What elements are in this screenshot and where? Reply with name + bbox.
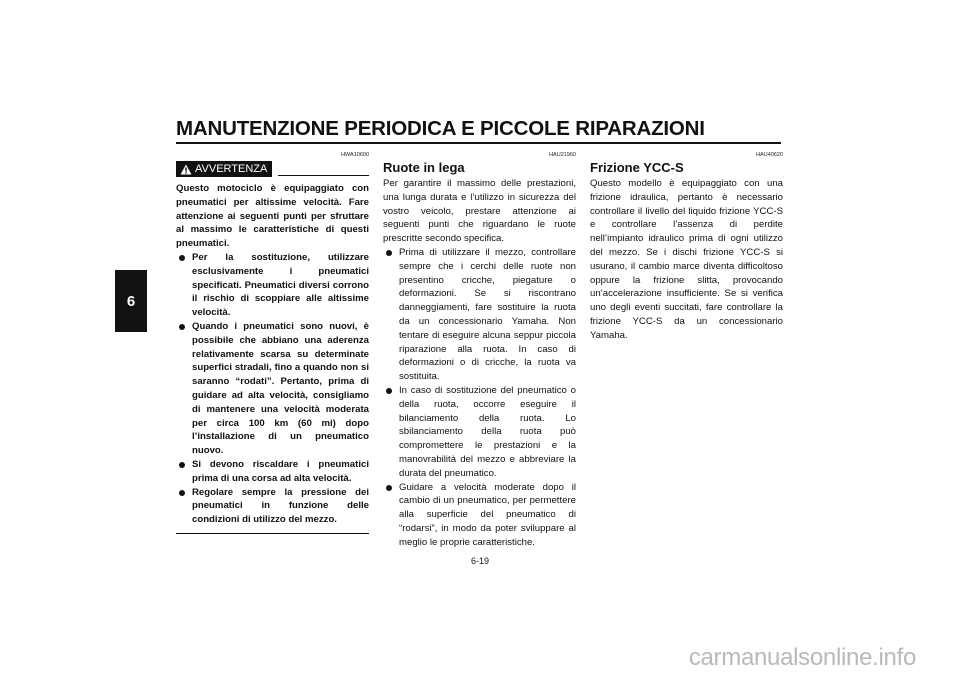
warning-label: AVVERTENZA bbox=[195, 163, 268, 175]
wheels-intro: Per garantire il massimo delle prestazioni, una lunga durata e l’utilizzo in sicurezza del vostro veicolo, prestare attenzione ai seguenti punti che riguardano le ruote prescritte secondo specifica. bbox=[383, 178, 576, 245]
wheels-column bbox=[383, 152, 576, 550]
bullet-dot-icon bbox=[386, 250, 392, 256]
warning-header bbox=[176, 161, 369, 177]
clutch-text: Questo modello è equipaggiato con una frizione idraulica, pertanto è necessario controllare il livello del liquido frizione YCC-S e controllare l’assenza di perdite nell’impianto idraulico prima di ogni utilizzo del mezzo. Se i dischi frizione YCC-S si usurano, il cambio marce diventa difficoltoso oppure la frizione slitta, provocando un’accelerazione insufficiente. Se si verifica uno degli eventi succitati, fare controllare la frizione YCC-S da un concessionario Yamaha. bbox=[590, 178, 783, 341]
bullet-dot-icon bbox=[179, 324, 185, 330]
list-item-text: Prima di utilizzare il mezzo, controllare sempre che i cerchi delle ruote non presentino cricche, piegature o deformazioni. Se si riscontrano danneggiamenti, fare sostituire la ruota da un concessionario Yamaha. Non tentare di eseguire alcuna seppur piccola riparazione alla ruota. In caso di deformazioni o di cricche, la ruota va sostituita. bbox=[399, 246, 576, 383]
list-item-text: Per la sostituzione, utilizzare esclusivamente i pneumatici specificati. Pneumatici diversi corrono il rischio di scoppiare alle altissime velocità. bbox=[192, 251, 369, 319]
bullet-dot-icon bbox=[386, 388, 392, 394]
list-item bbox=[176, 251, 369, 320]
page-number: 6-19 bbox=[470, 556, 489, 566]
list-item-text: Si devono riscaldare i pneumatici prima di una corsa ad alta velocità. bbox=[192, 458, 369, 484]
wheels-heading: Ruote in lega bbox=[383, 160, 465, 175]
list-item bbox=[383, 246, 576, 384]
warning-column bbox=[176, 152, 369, 534]
list-item bbox=[383, 384, 576, 481]
warning-header-rule bbox=[278, 175, 369, 176]
page-title: MANUTENZIONE PERIODICA E PICCOLE RIPARAZIONI bbox=[176, 117, 705, 140]
list-item bbox=[176, 320, 369, 458]
list-item bbox=[176, 486, 369, 527]
wheels-code: HAU21960 bbox=[549, 152, 576, 158]
warning-badge bbox=[176, 161, 272, 177]
bullet-dot-icon bbox=[179, 462, 185, 468]
list-item bbox=[383, 481, 576, 550]
list-item-text: Quando i pneumatici sono nuovi, è possibile che abbiano una aderenza relativamente scarsa su determinate superfici stradali, fino a quando non si saranno “rodati”. Pertanto, prima di guidare ad alta velocità, consigliamo di mantenere una velocità moderata per circa 100 km (60 mi) dopo l’installazione di un pneumatico nuovo. bbox=[192, 320, 369, 457]
bullet-dot-icon bbox=[179, 255, 185, 261]
clutch-column bbox=[590, 152, 783, 343]
watermark: carmanualsonline.info bbox=[688, 644, 916, 671]
bullet-dot-icon bbox=[179, 490, 185, 496]
list-item bbox=[176, 458, 369, 486]
list-item-text: Guidare a velocità moderate dopo il cambio di un pneumatico, per permettere alla superficie del pneumatico di “rodarsi”, in modo da poter sviluppare al meglio le proprie caratteristiche. bbox=[399, 481, 576, 548]
warning-bullet-list bbox=[176, 251, 369, 527]
warning-end-rule bbox=[176, 533, 369, 535]
list-item-text: Regolare sempre la pressione dei pneumatici in funzione delle condizioni di utilizzo del mezzo. bbox=[192, 486, 369, 526]
list-item-text: In caso di sostituzione del pneumatico o della ruota, occorre eseguire il bilanciamento della ruota. Lo sbilanciamento della ruota può compromettere le prestazioni e la manovrabilità del mezzo e abbreviare la durata del pneumatico. bbox=[399, 384, 576, 479]
clutch-code: HAU40620 bbox=[756, 152, 783, 158]
bullet-dot-icon bbox=[386, 485, 392, 491]
warning-code: HWA10600 bbox=[341, 152, 369, 158]
warning-triangle-icon bbox=[180, 164, 192, 175]
chapter-tab: 6 bbox=[115, 270, 147, 332]
warning-intro: Questo motociclo è equipaggiato con pneumatici per altissime velocità. Fare attenzione ai seguenti punti per sfruttare al massimo le caratteristiche di questi pneumatici. bbox=[176, 183, 369, 250]
wheels-bullet-list bbox=[383, 246, 576, 550]
title-rule bbox=[176, 142, 781, 144]
clutch-heading: Frizione YCC-S bbox=[590, 160, 684, 175]
